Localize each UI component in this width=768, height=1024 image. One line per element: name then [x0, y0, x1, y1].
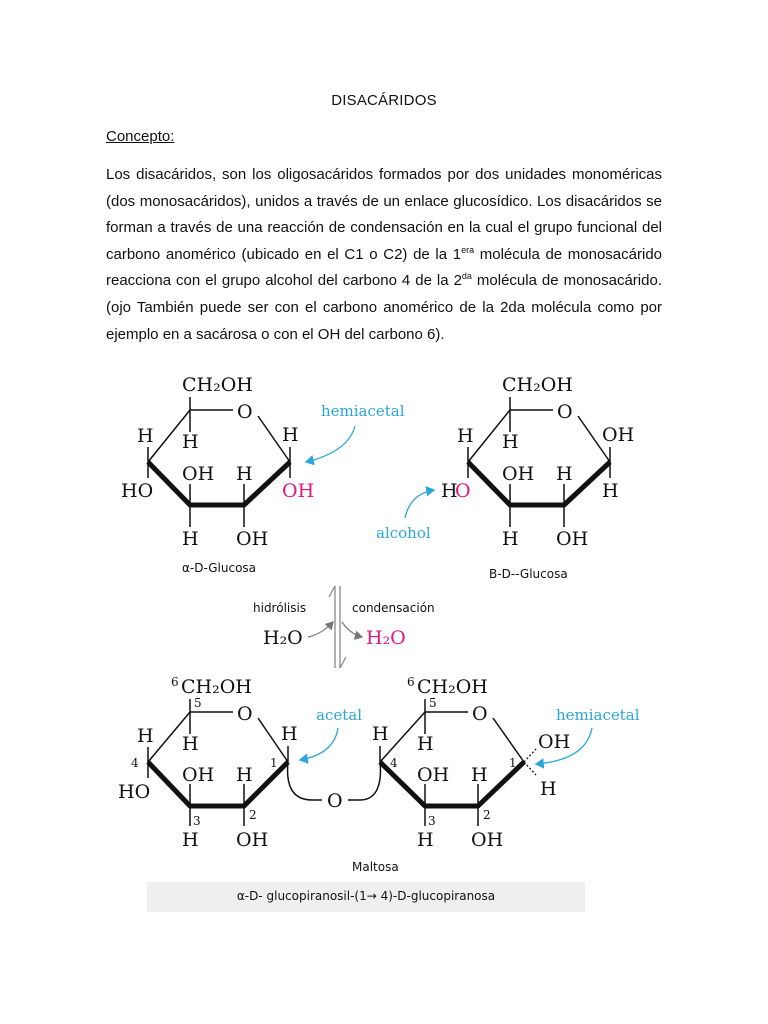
- reaction-arrows: [253, 586, 435, 668]
- beta-h-bottom: H: [502, 528, 519, 550]
- alpha-oh-bottom: OH: [236, 528, 269, 550]
- beta-h-c4: H: [441, 480, 458, 502]
- left-oh-bottom: OH: [236, 829, 269, 851]
- right-ring-o: O: [472, 703, 488, 725]
- superscript-era: era: [461, 244, 475, 255]
- condensation-arrowhead-icon: [340, 657, 346, 668]
- right-c3-number: 3: [428, 814, 436, 828]
- beta-h-c5: H: [502, 431, 519, 453]
- beta-glucose-structure: [376, 374, 634, 581]
- right-oh-bottom: OH: [471, 829, 504, 851]
- right-h-c1: H: [540, 778, 557, 800]
- left-ho-c4: HO: [118, 781, 151, 803]
- hydrolysis-arrowhead-icon: [329, 586, 335, 597]
- paragraph-text-1: Los disacáridos, son los oligosacáridos formados por dos unidades monoméricas (dos monosacáridos), unidos a través de un enlace glucosídico. Los disacáridos se forman a través de una reacción de condensación en la cual el grupo funcional del carbono anomérico (ubicado en el C1 o C2) de la 1: [106, 166, 662, 263]
- alpha-ch2oh: CH₂OH: [182, 374, 253, 396]
- alpha-h-bottom: H: [182, 528, 199, 550]
- left-ring-o: O: [237, 703, 253, 725]
- alpha-glucose-caption: α-D-Glucosa: [182, 561, 257, 575]
- beta-ring-o: O: [557, 401, 573, 423]
- alpha-ring-o: O: [237, 401, 253, 423]
- alpha-h-left: H: [137, 425, 154, 447]
- right-c5-number: 5: [429, 696, 437, 710]
- right-oh-c1: OH: [538, 731, 571, 753]
- alpha-h-c1: H: [282, 424, 299, 446]
- acetal-label: acetal: [316, 706, 362, 724]
- hemiacetal-label-top: hemiacetal: [321, 402, 405, 420]
- right-c4-number: 4: [390, 756, 398, 770]
- alpha-oh-c1: OH: [282, 480, 315, 502]
- beta-oh-c3: OH: [502, 463, 535, 485]
- hemiacetal-arrow-icon: [306, 426, 355, 462]
- left-h-c1: H: [281, 723, 298, 745]
- acetal-arrow-icon: [300, 728, 338, 760]
- right-c2-number: 2: [483, 808, 491, 822]
- alcohol-label: alcohol: [376, 524, 431, 542]
- alcohol-arrow-icon: [405, 490, 434, 518]
- water-left: H₂O: [263, 627, 303, 649]
- left-h-c2: H: [236, 764, 253, 786]
- superscript-da: da: [461, 271, 472, 282]
- alpha-h-c2: H: [236, 463, 253, 485]
- left-c3-number: 3: [193, 814, 201, 828]
- beta-glucose-caption: B-D--Glucosa: [489, 567, 568, 581]
- maltose-left-ring: [118, 675, 298, 851]
- hydrolysis-label: hidrólisis: [253, 601, 307, 615]
- iupac-name: α-D- glucopiranosil-(1→ 4)-D-glucopiranosa: [236, 889, 496, 903]
- right-c1-number: 1: [509, 756, 517, 770]
- beta-oh-c1: OH: [602, 424, 635, 446]
- left-ch2oh: CH₂OH: [181, 676, 252, 698]
- hemiacetal-label-bottom: hemiacetal: [556, 706, 640, 724]
- page-title: DISACÁRIDOS: [331, 92, 437, 109]
- right-ch2oh: CH₂OH: [417, 676, 488, 698]
- beta-o-c4: O: [455, 480, 471, 502]
- condensation-label: condensación: [352, 601, 435, 615]
- section-heading: Concepto:: [106, 128, 175, 145]
- beta-ch2oh: CH₂OH: [502, 374, 573, 396]
- right-oh-c3: OH: [417, 764, 450, 786]
- left-c6-number: 6: [171, 675, 179, 689]
- alpha-h-c5: H: [182, 431, 199, 453]
- beta-oh-bottom: OH: [556, 528, 589, 550]
- right-h-bottom: H: [417, 829, 434, 851]
- right-c6-number: 6: [407, 675, 415, 689]
- left-h-c5: H: [182, 733, 199, 755]
- left-h-left: H: [137, 725, 154, 747]
- paragraph-text-3: molécula de monosacárido. (ojo También puede ser con el carbono anomérico de la 2da molécula como por ejemplo en a sacárosa o con el OH del carbono 6).: [106, 272, 662, 343]
- alpha-oh-c3: OH: [182, 463, 215, 485]
- right-h-c4-top: H: [372, 723, 389, 745]
- glycosidic-bond: [288, 762, 381, 812]
- left-c4-number: 4: [131, 756, 139, 770]
- left-c5-number: 5: [194, 696, 202, 710]
- left-c1-number: 1: [270, 756, 278, 770]
- anomeric-wavy-bond-icon: [524, 749, 536, 775]
- left-h-bottom: H: [182, 829, 199, 851]
- water-right: H₂O: [366, 627, 406, 649]
- beta-h-c1: H: [602, 480, 619, 502]
- alpha-ho-c4: HO: [121, 480, 154, 502]
- left-c2-number: 2: [249, 808, 257, 822]
- paragraph-text-2: molécula de monosacárido reacciona con el grupo alcohol del carbono 4 de la 2: [106, 245, 663, 290]
- beta-h-c2: H: [556, 463, 573, 485]
- left-oh-c3: OH: [182, 764, 215, 786]
- water-out-arrow-icon: [342, 622, 362, 637]
- right-h-c5: H: [417, 733, 434, 755]
- maltose-caption: Maltosa: [352, 860, 399, 874]
- alpha-glucose-structure: [121, 374, 405, 575]
- bridge-oxygen: O: [327, 790, 343, 812]
- beta-h-left: H: [457, 425, 474, 447]
- right-h-c2: H: [471, 764, 488, 786]
- water-in-arrow-icon: [308, 622, 333, 637]
